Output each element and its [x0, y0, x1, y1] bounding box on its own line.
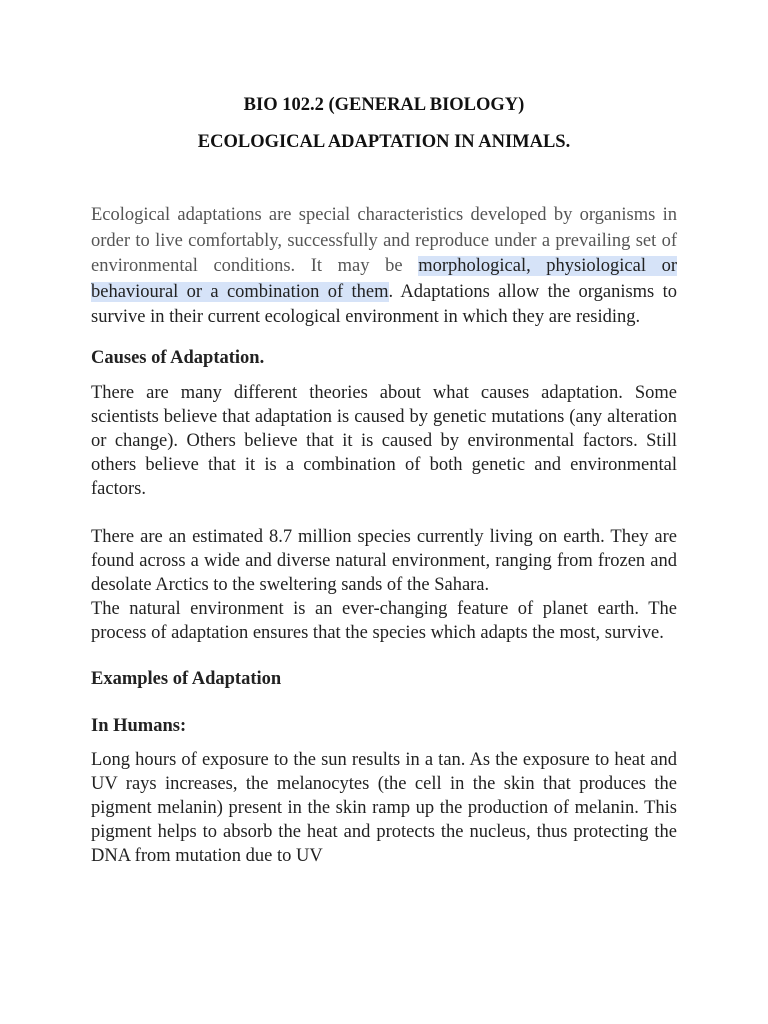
document-title-course: BIO 102.2 (GENERAL BIOLOGY)	[243, 95, 525, 115]
humans-paragraph: Long hours of exposure to the sun results in a tan. As the exposure to heat and UV rays increases, the melanocytes (the cell in the skin that produces the pigment melanin) present in the skin ramp up the production of melanin. This pigment helps to absorb the heat and protects the nucleus, thus protecting the DNA from mutation due to UV	[91, 749, 677, 866]
species-paragraph	[91, 525, 677, 645]
highlighted-text[interactable]: morphological, physiological or behavioural or a combination of them	[91, 256, 677, 302]
species-text-1: There are an estimated 8.7 million species currently living on earth. They are found across a wide and diverse natural environment, ranging from frozen and desolate Arctics to the sweltering sands of the Sahara.	[91, 526, 677, 595]
species-text-2: The natural environment is an ever-changing feature of planet earth. The process of adaptation ensures that the species which adapts the most, survive.	[91, 598, 677, 643]
causes-paragraph: There are many different theories about what causes adaptation. Some scientists believe that adaptation is caused by genetic mutations (any alteration or change). Others believe that it is caused by environmental factors. Still others believe that it is a combination of both genetic and environmental factors.	[91, 382, 677, 499]
humans-heading: In Humans:	[91, 715, 187, 736]
intro-text-part1: Ecological adaptations are special characteristics developed by organisms in order to live comfortably, successfully and reproduce under a prevailing set of environmental conditions. It may be	[91, 205, 677, 277]
document-title-topic: ECOLOGICAL ADAPTATION IN ANIMALS.	[197, 132, 571, 152]
intro-text-part2: . Adaptations allow the organisms to survive in their current ecological environment in which they are residing.	[91, 281, 677, 328]
causes-heading: Causes of Adaptation.	[91, 347, 265, 368]
intro-paragraph	[91, 203, 677, 331]
examples-heading: Examples of Adaptation	[91, 668, 282, 689]
